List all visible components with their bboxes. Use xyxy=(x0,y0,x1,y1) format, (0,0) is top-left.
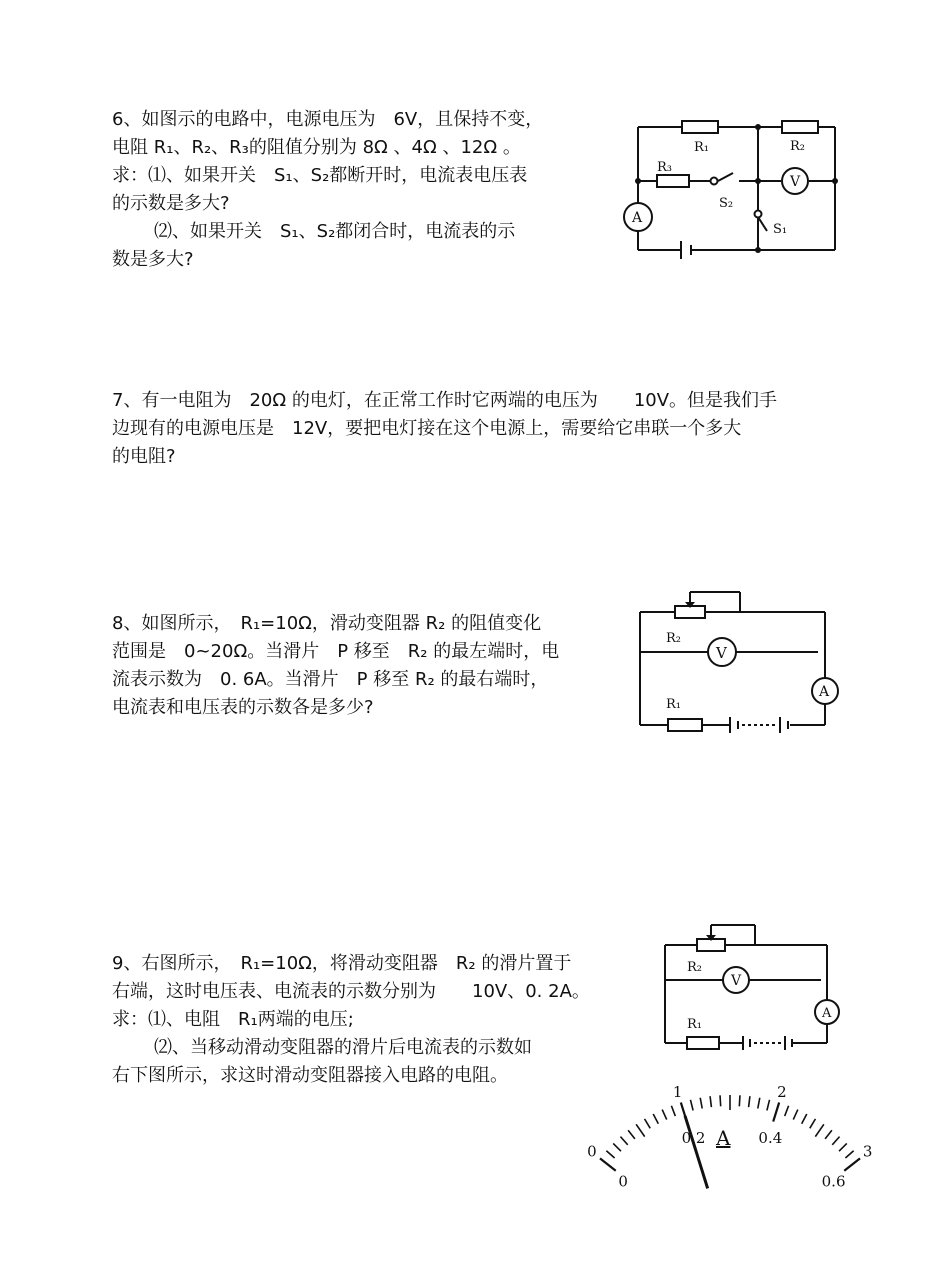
voltmeter-label: V xyxy=(716,644,727,662)
ammeter-dial-figure xyxy=(587,1060,873,1191)
dial-tick xyxy=(802,1114,807,1124)
question-9 xyxy=(112,950,590,1090)
outer-scale-0: 0 xyxy=(587,1142,597,1161)
q8-line: 范围是 0~20Ω。当滑片 P 移至 R₂ 的最左端时，电 xyxy=(112,641,560,662)
label-r1: R₁ xyxy=(694,140,709,155)
r1-resistor xyxy=(687,1037,719,1049)
meter-needle xyxy=(685,1116,708,1189)
r1-resistor xyxy=(668,719,702,731)
dial-tick xyxy=(758,1098,760,1109)
dial-tick xyxy=(628,1130,635,1139)
dial-tick xyxy=(710,1096,711,1107)
q6-line: 电阻 R₁、R₂、R₃的阻值分别为 8Ω 、4Ω 、12Ω 。 xyxy=(112,137,521,158)
unit-label: A xyxy=(716,1126,731,1150)
dial-tick xyxy=(653,1114,658,1124)
dial-tick xyxy=(645,1119,651,1128)
voltmeter-label: V xyxy=(790,174,801,190)
dial-tick xyxy=(620,1137,627,1145)
question-6 xyxy=(112,106,543,274)
s2-switch-contact xyxy=(711,178,718,185)
inner-scale-0: 0 xyxy=(618,1172,628,1191)
label-s1: S₁ xyxy=(773,222,788,237)
ammeter-label: A xyxy=(632,210,643,226)
q6-circuit-diagram xyxy=(615,105,860,270)
dial-tick xyxy=(636,1124,645,1136)
q8-line: 流表示数为 0. 6A。当滑片 P 移至 R₂ 的最右端时， xyxy=(112,669,549,690)
dial-tick xyxy=(773,1102,779,1121)
label-r3: R₃ xyxy=(657,160,672,175)
dial-tick xyxy=(839,1143,847,1151)
q6-line: ⑵、如果开关 S₁、S₂都闭合时，电流表的示 xyxy=(154,221,516,242)
q9-circuit-diagram xyxy=(655,915,845,1055)
label-r2: R₂ xyxy=(790,139,805,154)
label-r2: R₂ xyxy=(687,960,702,975)
r2-resistor xyxy=(782,121,818,133)
q9-line: 右下图所示，求这时滑动变阻器接入电路的电阻。 xyxy=(112,1065,508,1086)
dial-tick xyxy=(749,1096,750,1107)
dial-tick xyxy=(700,1098,702,1109)
outer-scale-2: 2 xyxy=(777,1082,787,1101)
dial-tick xyxy=(785,1106,789,1116)
q9-line: 右端，这时电压表、电流表的示数分别为 10V、0. 2A。 xyxy=(112,981,590,1002)
label-r2: R₂ xyxy=(666,631,681,646)
label-r1: R₁ xyxy=(687,1017,702,1032)
dial-tick xyxy=(844,1158,860,1170)
inner-scale-0.6: 0.6 xyxy=(821,1172,846,1191)
dial-tick xyxy=(720,1095,721,1106)
dial-tick xyxy=(671,1106,675,1116)
outer-scale-3: 3 xyxy=(862,1142,873,1161)
q6-line: 求：⑴、如果开关 S₁、S₂都断开时，电流表电压表 xyxy=(112,165,528,186)
q6-line: 6、如图示的电路中，电源电压为 6V，且保持不变， xyxy=(112,109,544,130)
dial-tick xyxy=(845,1151,853,1158)
dial-tick xyxy=(600,1158,616,1170)
q6-line: 数是多大? xyxy=(112,249,194,270)
dial-tick xyxy=(810,1119,816,1128)
q6-line: 的示数是多大? xyxy=(112,193,230,214)
outer-scale-1: 1 xyxy=(672,1082,683,1101)
q9-line: 求：⑴、电阻 R₁两端的电压; xyxy=(112,1009,354,1030)
question-7 xyxy=(112,387,777,471)
inner-scale-0.2: 0.2 xyxy=(681,1128,706,1147)
ammeter-label: A xyxy=(822,1006,832,1021)
r3-resistor xyxy=(657,175,689,187)
label-r1: R₁ xyxy=(666,697,681,712)
q7-line: 的电阻? xyxy=(112,446,176,467)
s1-switch-contact xyxy=(755,211,762,218)
dial-tick xyxy=(767,1100,770,1111)
voltmeter-label: V xyxy=(731,973,742,989)
dial-tick xyxy=(815,1124,824,1136)
dial-tick xyxy=(606,1151,614,1158)
q8-line: 8、如图所示， R₁=10Ω，滑动变阻器 R₂ 的阻值变化 xyxy=(112,613,542,634)
dial-tick xyxy=(662,1110,667,1120)
question-8 xyxy=(112,610,559,722)
dial-tick xyxy=(832,1137,839,1145)
r1-resistor xyxy=(682,121,718,133)
q7-line: 边现有的电源电压是 12V，要把电灯接在这个电源上，需要给它串联一个多大 xyxy=(112,418,742,439)
inner-scale-0.4: 0.4 xyxy=(758,1128,783,1147)
dial-tick xyxy=(739,1095,740,1106)
q8-line: 电流表和电压表的示数各是多少? xyxy=(112,697,374,718)
dial-tick xyxy=(613,1143,621,1151)
q7-line: 7、有一电阻为 20Ω 的电灯，在正常工作时它两端的电压为 10V。但是我们手 xyxy=(112,390,778,411)
dial-tick xyxy=(825,1130,832,1139)
q9-line: ⑵、当移动滑动变阻器的滑片后电流表的示数如 xyxy=(154,1037,532,1058)
dial-tick xyxy=(690,1100,693,1111)
label-s2: S₂ xyxy=(719,196,734,211)
q8-circuit-diagram xyxy=(630,580,850,745)
ammeter-label: A xyxy=(819,684,830,700)
dial-tick xyxy=(793,1110,798,1120)
q9-line: 9、右图所示， R₁=10Ω，将滑动变阻器 R₂ 的滑片置于 xyxy=(112,953,572,974)
